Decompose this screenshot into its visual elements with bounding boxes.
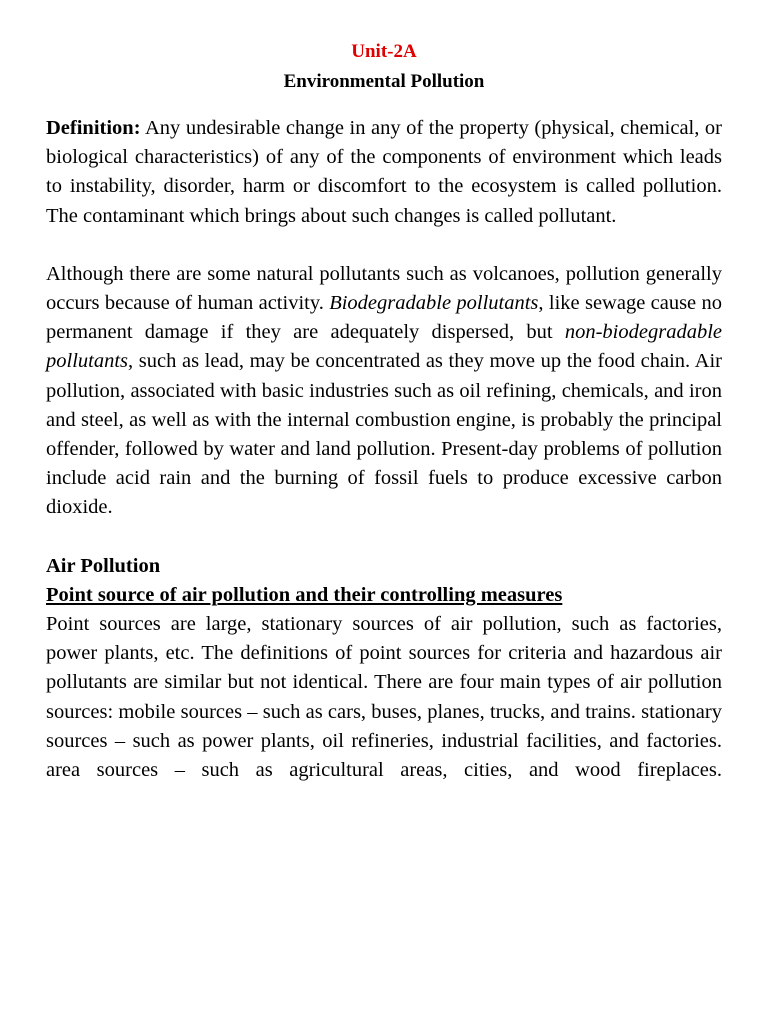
intro-italic-biodegradable: Biodegradable pollutants bbox=[329, 292, 539, 315]
intro-italic-non-biodegradable: non-biodegradable pollutants bbox=[46, 321, 722, 373]
subsection-heading-point-source: Point source of air pollution and their controlling measures bbox=[46, 583, 563, 606]
spacer bbox=[46, 96, 722, 114]
intro-text-part2: , like sewage cause no permanent damage if they are adequately dispersed, but bbox=[46, 292, 722, 344]
document-page bbox=[46, 38, 722, 785]
definition-text: Any undesirable change in any of the property (physical, chemical, or biological characteristics) of any of the components of environment which leads to instability, disorder, harm or discomfort to the ecosystem is called pollution. The contaminant which brings about such changes is called pollutant. bbox=[46, 117, 722, 227]
definition-paragraph bbox=[46, 114, 722, 231]
intro-text-part3: , such as lead, may be concentrated as they move up the food chain. Air pollution, associated with basic industries such as oil refining, chemicals, and iron and steel, as well as with the internal combustion engine, is probably the principal offender, followed by water and land pollution. Present-day problems of pollution include acid rain and the burning of fossil fuels to produce excessive carbon dioxide. bbox=[46, 350, 722, 519]
intro-text-part1: Although there are some natural pollutants such as volcanoes, pollution generally occurs because of human activity. bbox=[46, 262, 722, 315]
page-title: Environmental Pollution bbox=[283, 71, 485, 92]
spacer bbox=[46, 231, 722, 260]
unit-label: Unit-2A bbox=[351, 41, 417, 62]
section-heading-air-pollution: Air Pollution bbox=[46, 554, 161, 577]
intro-paragraph bbox=[46, 260, 722, 523]
definition-label: Definition: bbox=[46, 117, 141, 139]
spacer bbox=[46, 523, 722, 552]
air-pollution-paragraph: Point sources are large, stationary sources of air pollution, such as factories, power plants, etc. The definitions of point sources for criteria and hazardous air pollutants are similar but not identical. There are four main types of air pollution sources: mobile sources – such as cars, buses, planes, trucks, and trains. stationary sources – such as power plants, oil refineries, industrial facilities, and factories. area sources – such as agricultural areas, cities, and wood fireplaces. bbox=[46, 613, 722, 782]
